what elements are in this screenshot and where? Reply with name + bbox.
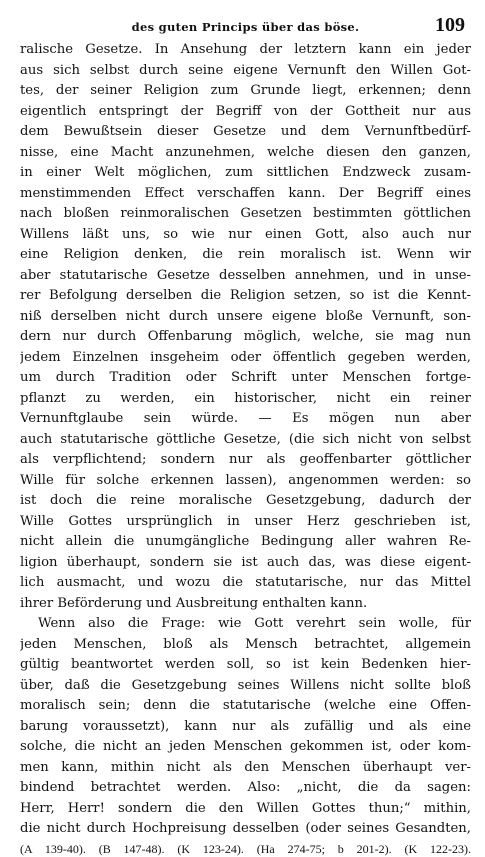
text-line: ligion überhaupt, sondern sie ist auch das, was diese eigent-	[20, 554, 471, 570]
text-line: auch statutarische göttliche Gesetze, (die sich nicht von selbst	[20, 431, 471, 447]
text-line: ralische Gesetze. In Ansehung der letztern kann ein jeder	[20, 42, 471, 57]
text-line: in einer Welt möglichen, zum sittlichen Endzweck zusam-	[20, 165, 471, 180]
body-text	[20, 40, 471, 840]
text-line-paragraph-start: Wenn also die Frage: wie Gott verehrt sein wolle, für	[38, 616, 471, 631]
text-line: dern nur durch Offenbarung möglich, welche, sie mag nun	[20, 329, 471, 344]
text-line: jedem Einzelnen insgeheim oder öffentlich gegeben werden,	[20, 349, 471, 365]
text-line: dem Bewußtsein dieser Gesetze und dem Vernunftbedürf-	[20, 124, 471, 139]
text-line: moralisch sein; denn die statutarische (welche eine Offen-	[20, 698, 471, 713]
text-line: aber statutarische Gesetze desselben annehmen, und in unse-	[20, 267, 471, 283]
text-line: über, daß die Gesetzgebung seines Willens nicht sollte bloß	[20, 677, 471, 693]
text-line: barung voraussetzt), kann nur als zufällig und als eine	[20, 718, 471, 734]
text-line-paragraph-end: ihrer Beförderung und Ausbreitung enthalten kann.	[20, 595, 368, 611]
text-line: eine Religion denken, die rein moralisch ist. Wenn wir	[20, 247, 471, 262]
text-line: als verpflichtend; sondern nur als geoffenbarter göttlicher	[20, 452, 471, 467]
text-line: rer Befolgung derselben die Religion setzen, so ist die Kennt-	[20, 288, 471, 303]
text-line: eigentlich entspringt der Begriff von der Gottheit nur aus	[20, 103, 471, 119]
text-line: bindend betrachtet werden. Also: „nicht, die da sagen:	[20, 780, 471, 795]
text-line: niß derselben nicht durch unsere eigene bloße Vernunft, son-	[20, 308, 471, 324]
text-line: ist doch die reine moralische Gesetzgebung, dadurch der	[20, 493, 471, 508]
text-line: solche, die nicht an jeden Menschen gekommen ist, oder kom-	[20, 739, 471, 754]
text-line: men kann, mithin nicht als den Menschen überhaupt ver-	[20, 759, 471, 775]
text-line: Wille für solche erkennen lassen), angenommen werden: so	[20, 472, 471, 488]
text-line: pflanzt zu werden, ein historischer, nicht ein reiner	[20, 390, 471, 406]
text-line: nach bloßen reinmoralischen Gesetzen bestimmten göttlichen	[20, 206, 471, 221]
running-head: des guten Princips über das böse.	[131, 20, 360, 34]
text-line: Vernunftglaube sein würde. — Es mögen nun aber	[20, 411, 471, 426]
page-footer-references: (A 139-40). (B 147-48). (K 123-24). (Ha 274-75; b 201-2). (K 122-23).	[20, 841, 471, 856]
text-line: nicht allein die unumgängliche Bedingung aller wahren Re-	[20, 534, 471, 549]
text-line: jeden Menschen, bloß als Mensch betrachtet, allgemein	[20, 636, 471, 652]
text-line: Willens läßt uns, so wie nur einen Gott, also auch nur	[20, 226, 471, 242]
text-line: tes, der seiner Religion zum Grunde liegt, erkennen; denn	[20, 83, 471, 98]
text-line: menstimmenden Effect verschaffen kann. Der Begriff eines	[20, 185, 471, 201]
text-line: lich ausmacht, und wozu die statutarische, nur das Mittel	[20, 575, 471, 590]
page-number: 109	[435, 14, 465, 36]
text-line: gültig beantwortet werden soll, so ist kein Bedenken hier-	[20, 657, 471, 672]
page-header	[20, 14, 471, 40]
text-line: um durch Tradition oder Schrift unter Menschen fortge-	[20, 370, 471, 385]
text-line: Wille Gottes ursprünglich in unser Herz geschrieben ist,	[20, 513, 471, 529]
text-line: aus sich selbst durch seine eigene Vernunft den Willen Got-	[20, 62, 471, 78]
text-line: die nicht durch Hochpreisung desselben (oder seines Gesandten,	[20, 821, 471, 836]
text-line: nisse, eine Macht anzunehmen, welche diesen den ganzen,	[20, 144, 471, 160]
text-line: Herr, Herr! sondern die den Willen Gottes thun;“ mithin,	[20, 800, 471, 816]
